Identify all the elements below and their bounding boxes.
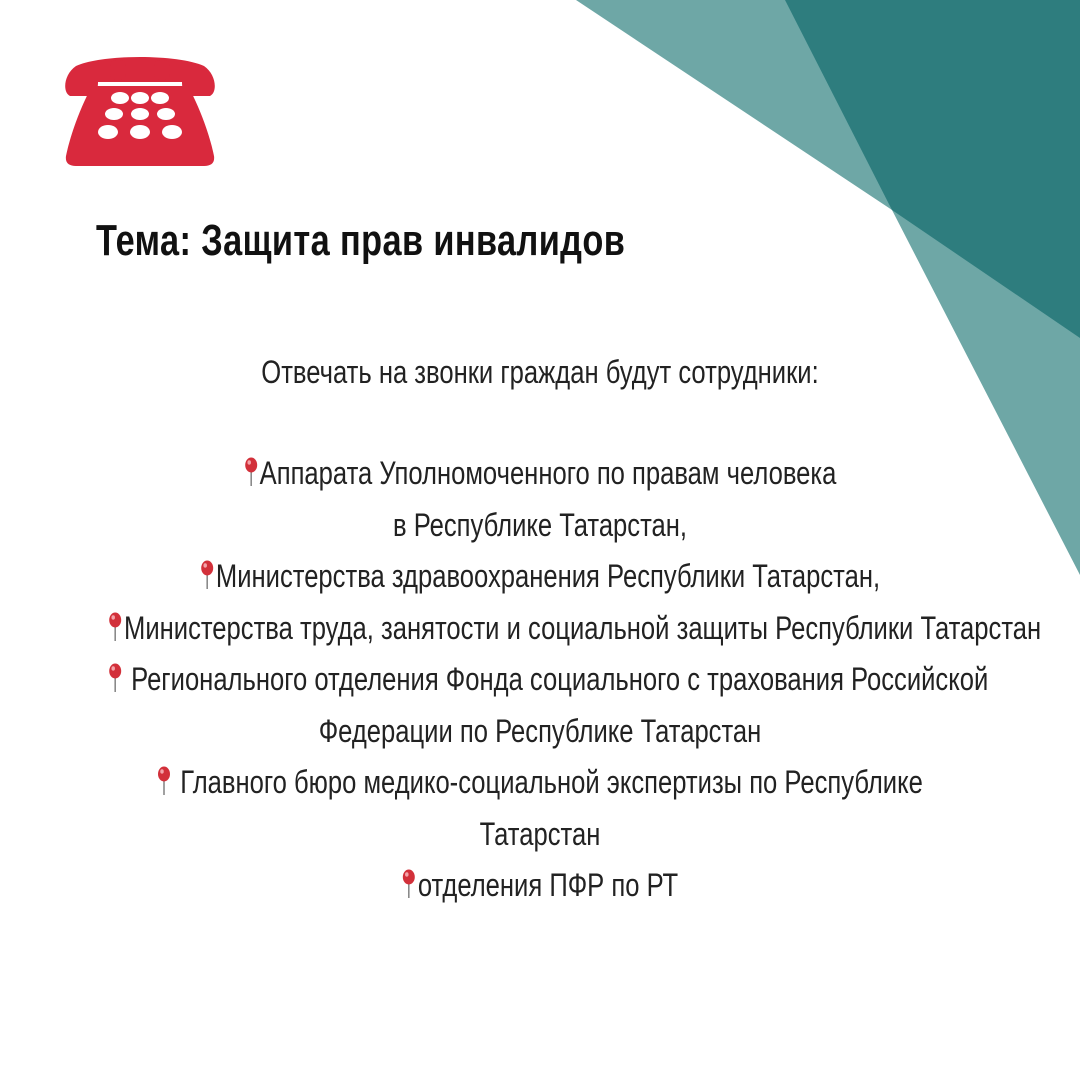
organization-line-continued [108,706,972,758]
organization-line [108,603,1042,655]
organization-line [108,448,972,500]
pushpin-icon [108,611,122,643]
organization-item [0,448,1080,551]
organization-list [0,448,1080,912]
pushpin-icon [244,456,258,488]
organization-text: отделения ПФР по РТ [417,867,679,903]
pushpin-icon [200,559,214,591]
organization-text: Главного бюро медико-социальной экспертизы по Республике [173,764,923,800]
organization-text: Регионального отделения Фонда социального с трахования Российской [124,661,989,697]
organization-line [108,654,989,706]
organization-text: в Республике Татарстан, [392,506,688,543]
organization-item [0,654,1080,757]
organization-line [108,860,972,912]
organization-line-continued [108,500,972,552]
organization-item [0,860,1080,912]
right-cradle-post [154,60,170,80]
telephone-icon [62,56,218,168]
organization-item [0,551,1080,603]
pushpin-icon [108,662,122,694]
organization-text: Министерства труда, занятости и социальной защиты Республики Татарстан [124,609,1042,646]
organization-item [0,757,1080,860]
organization-text: Министерства здравоохранения Республики Татарстан, [215,558,881,594]
left-cradle-post [110,60,126,80]
organization-text: Татарстан [479,815,601,852]
intro-text: Отвечать на звонки граждан будут сотрудники: [261,354,819,390]
organization-text: Аппарата Уполномоченного по правам человека [259,455,837,491]
organization-line [108,757,972,809]
pushpin-icon [402,868,416,900]
organization-item [0,603,1080,655]
page-title: Тема: Защита прав инвалидов [96,216,626,265]
pushpin-icon [157,765,171,797]
organization-text: Федерации по Республике Татарстан [318,712,762,749]
organization-line-continued [108,809,972,861]
organization-line [108,551,972,603]
